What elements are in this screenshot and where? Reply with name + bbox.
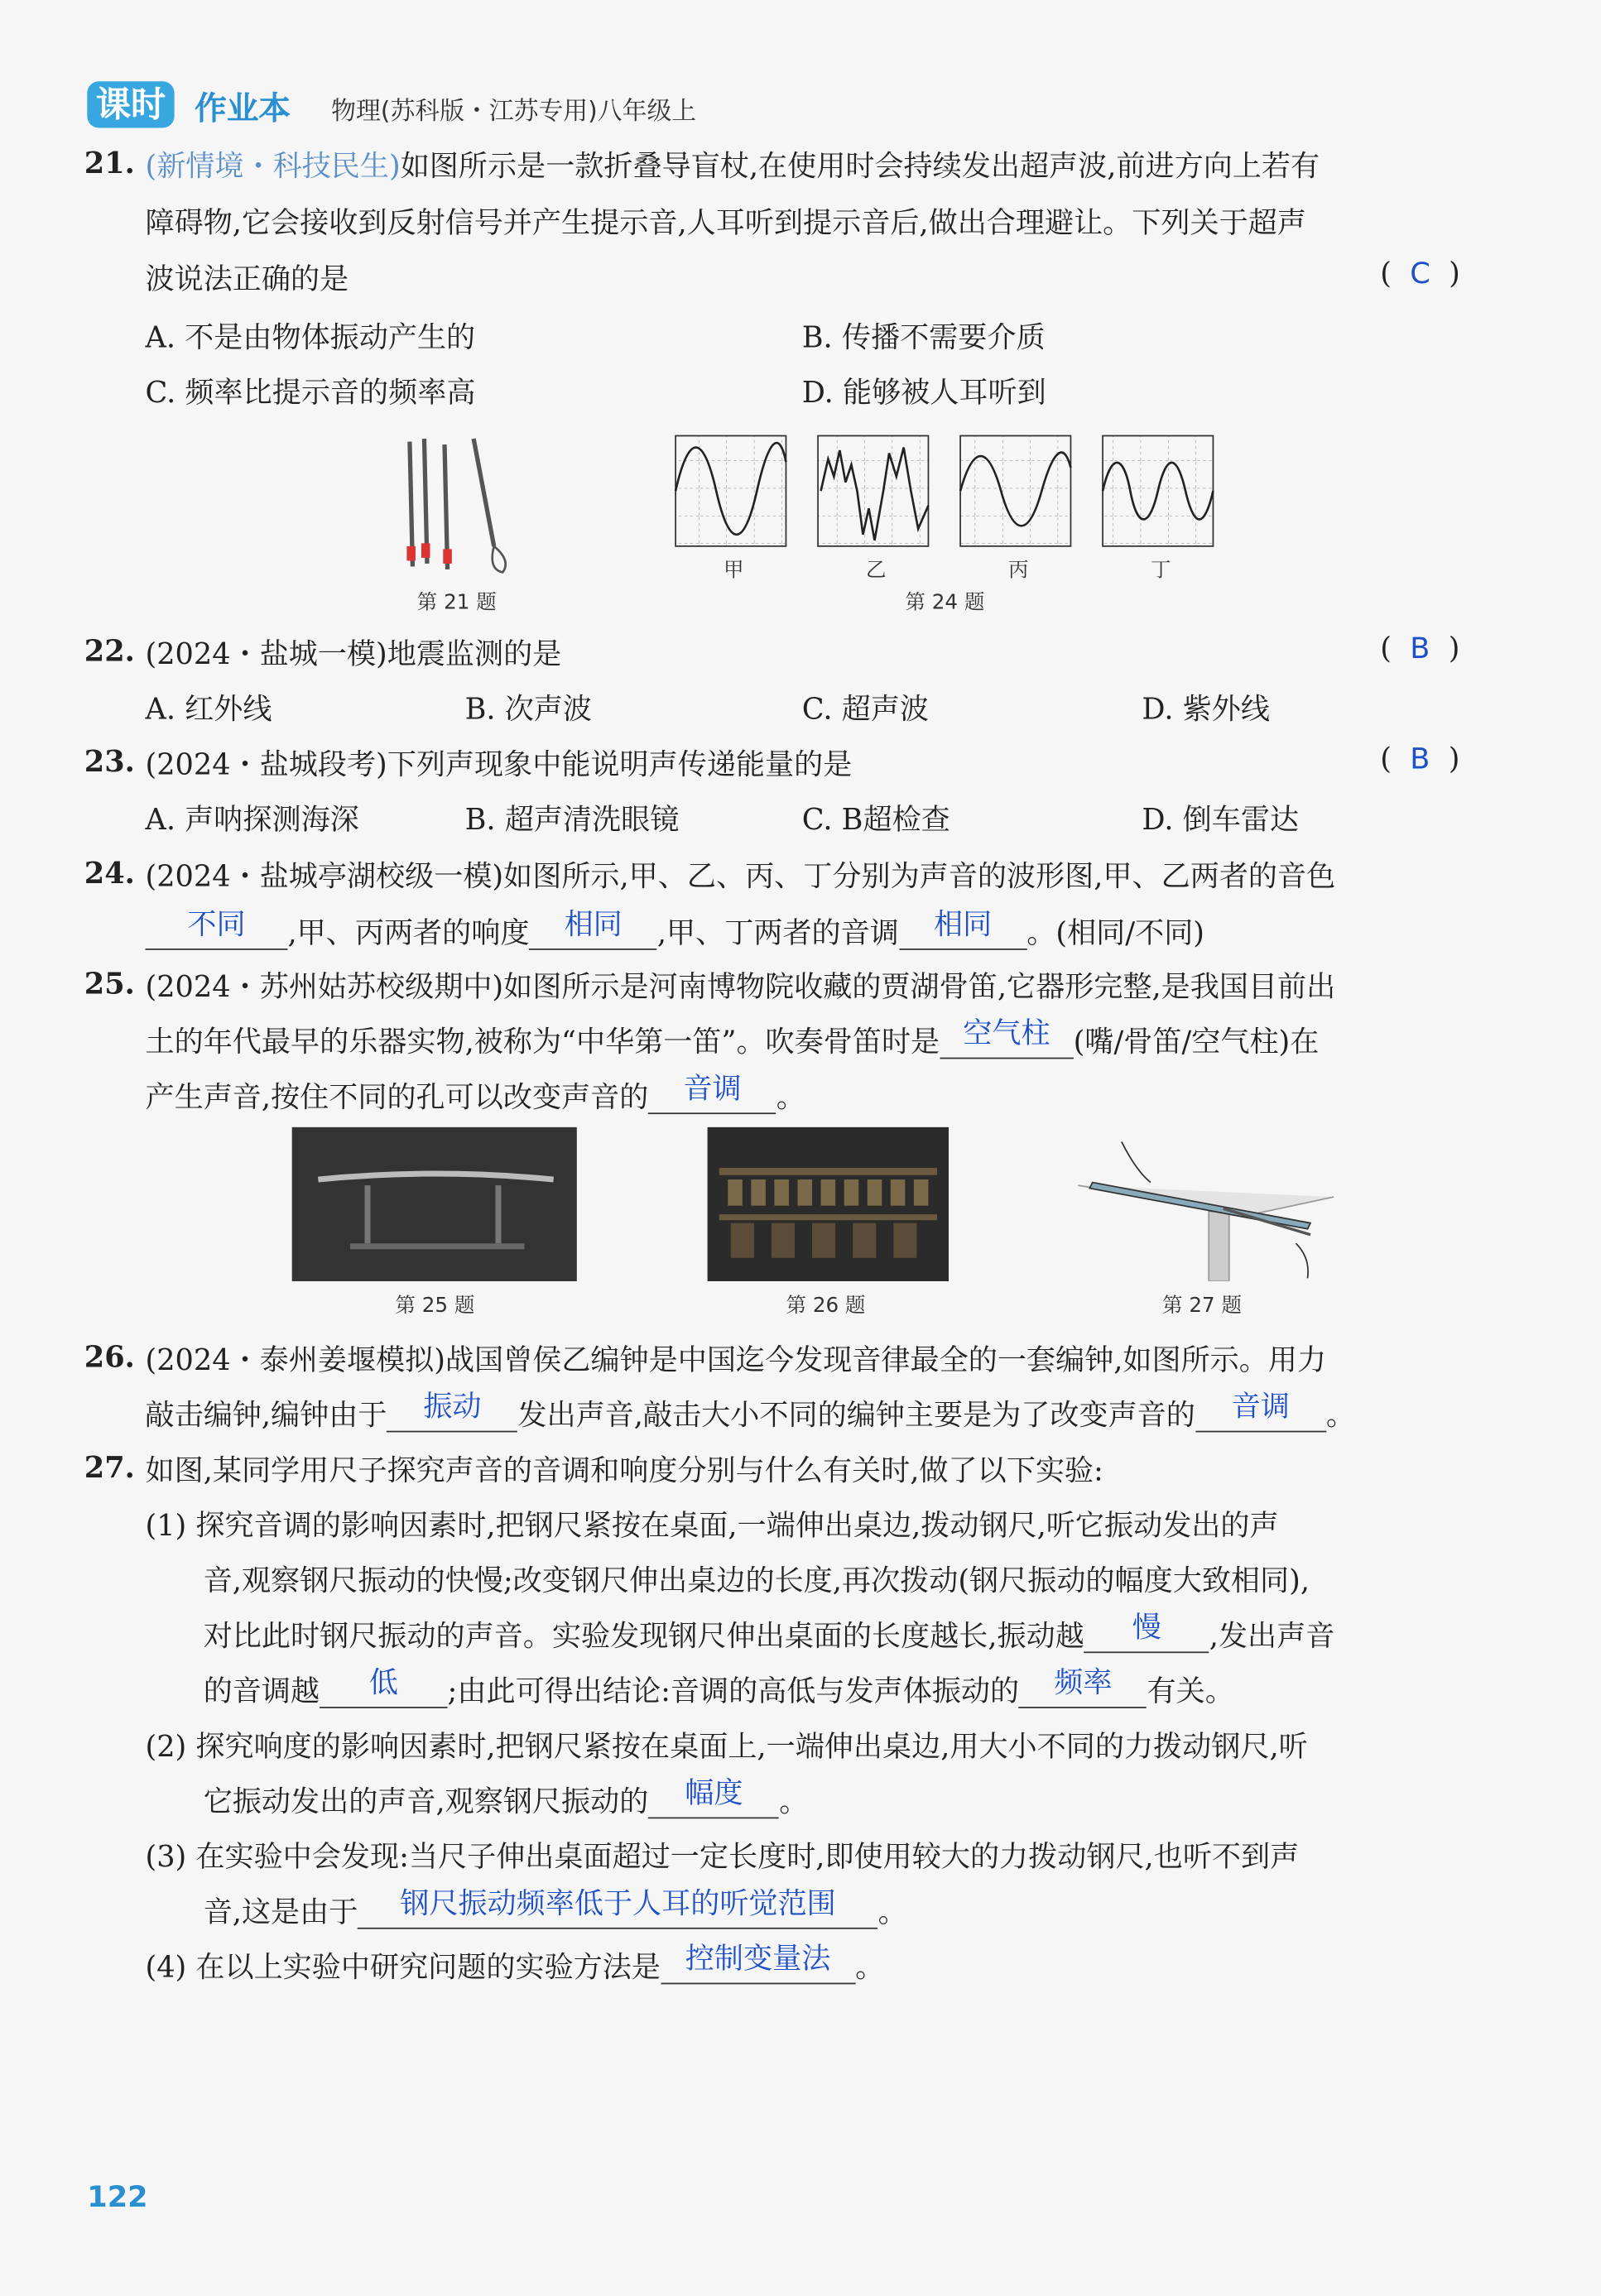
q25-text-2: (嘴/骨笛/空气柱)在	[1073, 1024, 1320, 1059]
folding-cane-figure	[392, 430, 523, 578]
q25-blank-2	[648, 1070, 776, 1114]
waveform-bing	[960, 436, 1070, 546]
q24-line2	[146, 906, 1205, 952]
wave-label-jia: 甲	[723, 559, 744, 583]
q27-answer-2: 低	[368, 1664, 398, 1700]
wave-label-bing: 丙	[1007, 559, 1029, 583]
q21-answer-paren: ( C )	[1380, 255, 1460, 291]
q23-option-d: D. 倒车雷达	[1142, 801, 1300, 837]
q27-p1-line4	[203, 1664, 1234, 1710]
q22-number: 22.	[84, 633, 135, 669]
q25-answer-1: 空气柱	[963, 1015, 1051, 1050]
q27-answer-6: 控制变量法	[685, 1940, 831, 1976]
q22-answer: B	[1410, 630, 1430, 665]
wave-label-yi: 乙	[865, 559, 887, 583]
brand-logo: 课时	[87, 81, 174, 127]
q23-option-c: C. B超检查	[801, 801, 950, 837]
q21-option-d: D. 能够被人耳听到	[801, 374, 1046, 410]
fig25-caption: 第 25 题	[395, 1294, 475, 1318]
q25-number: 25.	[84, 966, 135, 1001]
q21-number: 21.	[84, 145, 135, 180]
q27-blank-4	[648, 1775, 779, 1818]
q27-text-1: 对比此时钢尺振动的声音。实验发现钢尺伸出桌面的长度越长,振动越	[203, 1618, 1084, 1654]
bone-flute-photo	[292, 1127, 577, 1281]
q27-text-11: 。	[855, 1949, 885, 1985]
q24-blank-2	[529, 906, 656, 949]
q21-option-c: C. 频率比提示音的频率高	[145, 374, 476, 410]
q27-text-2: ,发出声音	[1209, 1618, 1335, 1654]
q27-blank-6	[661, 1940, 855, 1984]
q22-option-d: D. 紫外线	[1142, 691, 1270, 727]
q26-answer-1: 振动	[423, 1388, 482, 1424]
waveform-jia	[675, 436, 786, 546]
q24-number: 24.	[84, 855, 135, 891]
q25-line2	[145, 1015, 1320, 1060]
q27-answer-5: 钢尺振动频率低于人耳的听觉范围	[400, 1885, 836, 1921]
subject-label: 物理(苏科版・江苏专用)八年级上	[331, 97, 697, 127]
q25-text-4: 。	[776, 1078, 805, 1115]
q27-p1-line2: 音,观察钢尺振动的快慢;改变钢尺伸出桌边的长度,再次拨动(钢尺振动的幅度大致相同),	[203, 1563, 1310, 1598]
q21-option-a: A. 不是由物体振动产生的	[145, 319, 476, 355]
q26-text-3: 。	[1325, 1397, 1355, 1433]
q24-answer-3: 相同	[933, 906, 993, 942]
waveform-ding	[1103, 436, 1213, 546]
ruler-experiment-figure	[1078, 1127, 1334, 1281]
q24-line1: (2024・盐城亭湖校级一模)如图所示,甲、乙、丙、丁分别为声音的波形图,甲、乙两者的音色	[145, 858, 1336, 894]
q27-p1-line3	[203, 1609, 1335, 1655]
q24-answer-1: 不同	[187, 906, 246, 942]
q24-text-1: ,甲、丙两者的响度	[287, 915, 530, 950]
q27-text-4: ;由此可得出结论:音调的高低与发声体振动的	[447, 1673, 1020, 1708]
q27-intro: 如图,某同学用尺子探究声音的音调和响度分别与什么有关时,做了以下实验:	[145, 1453, 1103, 1488]
q21-line2: 障碍物,它会接收到反射信号并产生提示音,人耳听到提示音后,做出合理避让。下列关于超声	[145, 204, 1306, 240]
q26-answer-2: 音调	[1231, 1388, 1290, 1424]
q24-blank-1	[146, 906, 288, 949]
q23-option-a: A. 声呐探测海深	[145, 801, 359, 837]
q22-option-b: B. 次声波	[464, 691, 593, 727]
q26-blank-2	[1195, 1388, 1326, 1432]
q27-blank-2	[320, 1664, 447, 1708]
q27-p2-line2	[203, 1775, 809, 1820]
fig21-caption: 第 21 题	[416, 591, 497, 615]
q24-blank-3	[899, 906, 1026, 949]
q23-number: 23.	[84, 743, 135, 779]
book-title: 作业本	[195, 91, 291, 128]
q23-stem: (2024・盐城段考)下列声现象中能说明声传递能量的是	[145, 747, 853, 782]
q27-p3-line2	[203, 1885, 907, 1931]
q27-p2-line1: (2) 探究响度的影响因素时,把钢尺紧按在桌面上,一端伸出桌边,用大小不同的力拨动钢尺,听	[145, 1728, 1308, 1764]
q27-p4-line	[145, 1940, 885, 1986]
q27-blank-5	[358, 1885, 877, 1929]
q22-stem: (2024・盐城一模)地震监测的是	[145, 636, 562, 671]
q22-answer-paren: ( B )	[1380, 630, 1460, 665]
q26-text-2: 发出声音,敲击大小不同的编钟主要是为了改变声音的	[517, 1397, 1195, 1433]
wave-label-ding: 丁	[1150, 559, 1171, 583]
q26-line2	[145, 1388, 1355, 1434]
q27-answer-3: 频率	[1054, 1664, 1113, 1700]
q23-option-b: B. 超声清洗眼镜	[464, 801, 680, 837]
q26-text-1: 敲击编钟,编钟由于	[145, 1397, 387, 1433]
q21-text: 如图所示是一款折叠导盲杖,在使用时会持续发出超声波,前进方向上若有	[400, 148, 1320, 184]
q25-blank-1	[940, 1015, 1073, 1059]
q26-line1: (2024・泰州姜堰模拟)战国曾侯乙编钟是中国迄今发现音律最全的一套编钟,如图所示。用力	[145, 1342, 1327, 1377]
q24-text-3: 。(相同/不同)	[1026, 915, 1205, 950]
q27-answer-4: 幅度	[685, 1775, 743, 1810]
q27-text-10: (4) 在以上实验中研究问题的实验方法是	[145, 1949, 661, 1985]
q27-answer-1: 慢	[1132, 1609, 1161, 1645]
waveform-yi	[818, 436, 928, 546]
bianzhong-photo	[708, 1127, 949, 1281]
q25-answer-2: 音调	[683, 1070, 742, 1106]
q27-number: 27.	[84, 1449, 135, 1485]
q27-p1-line1: (1) 探究音调的影响因素时,把钢尺紧按在桌面,一端伸出桌边,拨动钢尺,听它振动发出的声	[145, 1507, 1279, 1543]
q22-option-c: C. 超声波	[801, 691, 929, 727]
q21-option-b: B. 传播不需要介质	[801, 319, 1046, 355]
q25-line3	[145, 1070, 805, 1116]
q21-line3: 波说法正确的是	[145, 261, 349, 297]
q27-text-5: 有关。	[1147, 1673, 1234, 1708]
fig26-caption: 第 26 题	[786, 1294, 866, 1318]
q24-text-2: ,甲、丁两者的音调	[656, 915, 899, 950]
q21-tag: (新情境・科技民生)	[145, 148, 401, 184]
fig27-caption: 第 27 题	[1162, 1294, 1243, 1318]
q26-number: 26.	[84, 1339, 135, 1375]
q25-text-3: 产生声音,按住不同的孔可以改变声音的	[145, 1078, 649, 1115]
q27-text-8: 音,这是由于	[203, 1894, 358, 1929]
q21-answer: C	[1410, 255, 1430, 291]
q27-p3-line1: (3) 在实验中会发现:当尺子伸出桌面超过一定长度时,即使用较大的力拨动钢尺,也听不到声	[145, 1838, 1300, 1874]
q25-line1: (2024・苏州姑苏校级期中)如图所示是河南博物院收藏的贾湖骨笛,它器形完整,是我国目前出	[145, 968, 1336, 1004]
q27-text-6: 它振动发出的声音,观察钢尺振动的	[203, 1784, 649, 1819]
q27-blank-3	[1019, 1664, 1147, 1708]
q25-text-1: 土的年代最早的乐器实物,被称为“中华第一笛”。吹奏骨笛时是	[145, 1024, 940, 1059]
q27-blank-1	[1084, 1609, 1209, 1653]
q24-answer-2: 相同	[564, 906, 623, 942]
q23-answer-paren: ( B )	[1380, 741, 1460, 776]
q26-blank-1	[387, 1388, 517, 1432]
q23-answer: B	[1410, 741, 1430, 776]
waveform-figure	[671, 433, 1224, 579]
fig24-caption: 第 24 题	[905, 591, 985, 615]
q27-text-7: 。	[779, 1784, 809, 1819]
q27-text-3: 的音调越	[203, 1673, 320, 1708]
q27-text-9: 。	[877, 1894, 907, 1929]
page-number: 122	[87, 2178, 148, 2214]
q22-option-a: A. 红外线	[145, 691, 272, 727]
q21-line1	[146, 142, 1320, 185]
